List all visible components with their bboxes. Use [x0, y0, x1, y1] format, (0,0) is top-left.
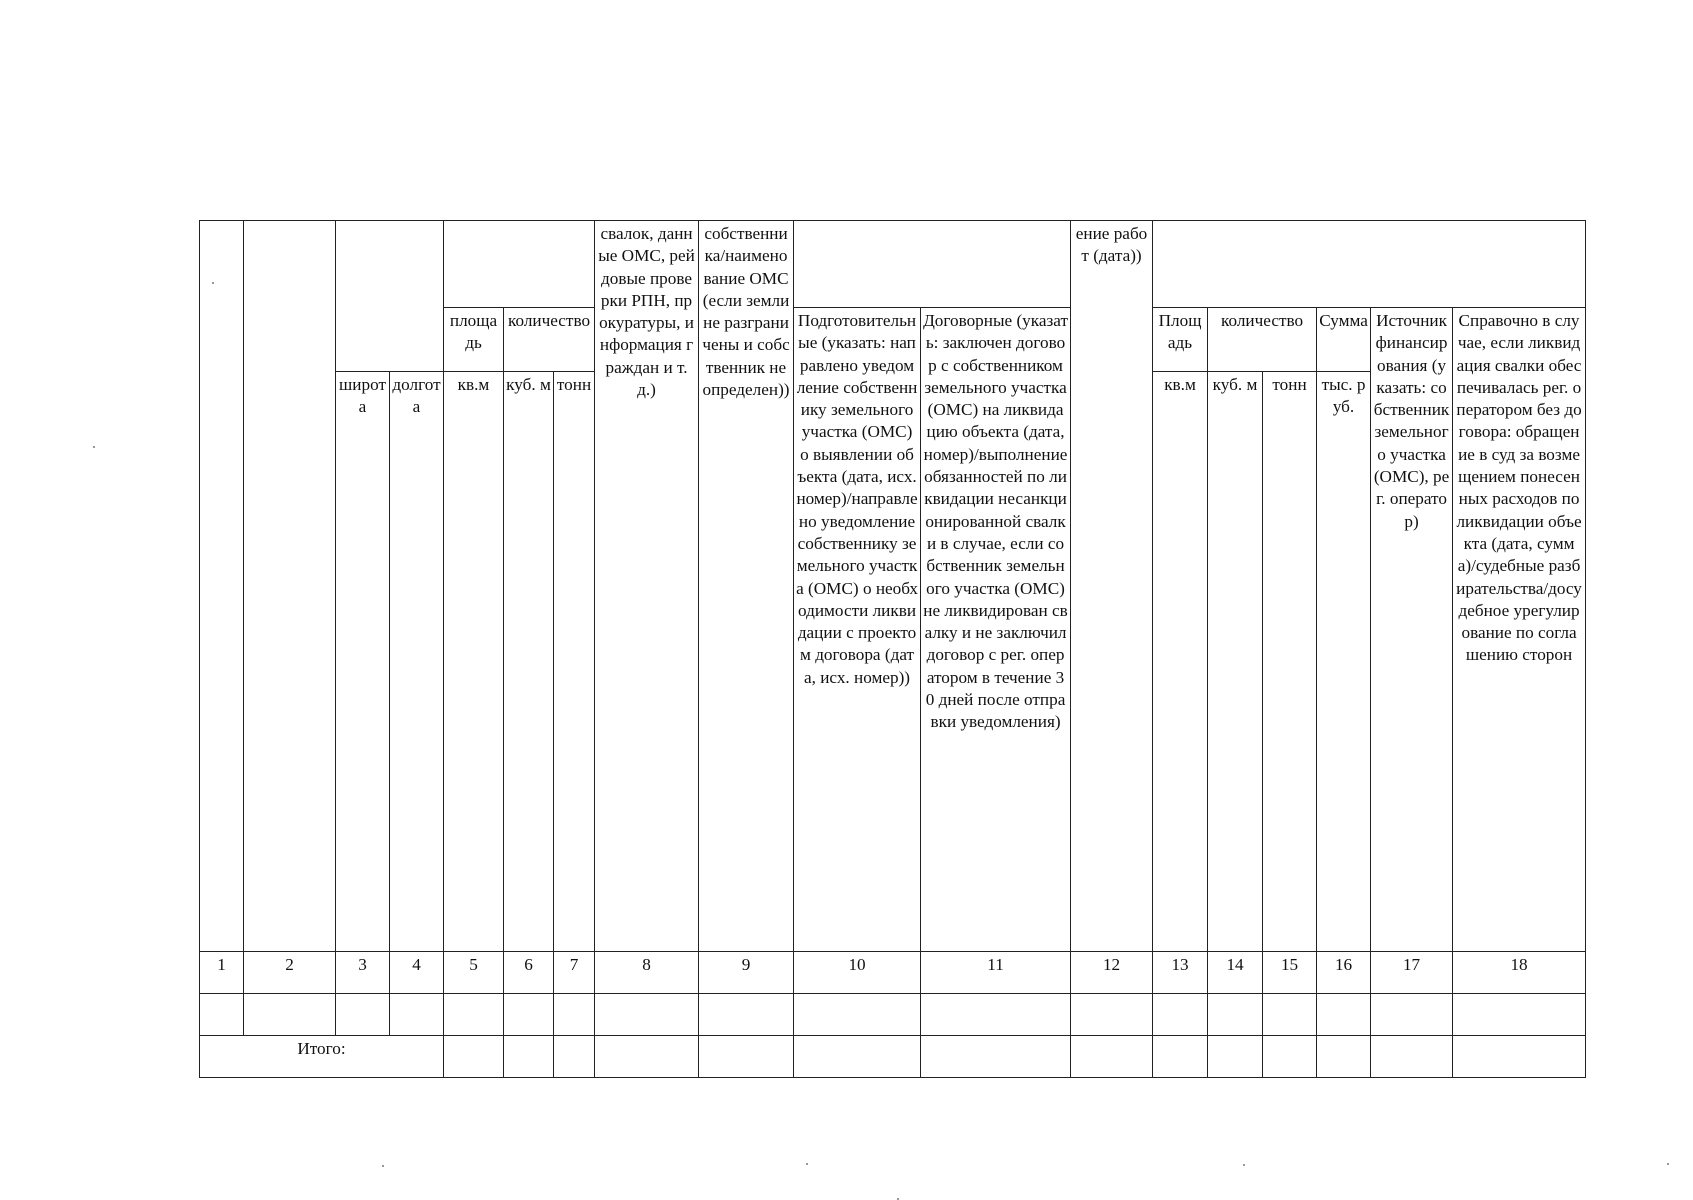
column-number: 12	[1071, 952, 1153, 994]
column-number: 18	[1453, 952, 1586, 994]
table-row	[200, 994, 1586, 1036]
table-cell	[200, 994, 244, 1036]
table-cell	[1153, 1036, 1208, 1078]
table-cell	[699, 1036, 794, 1078]
table-cell	[794, 1036, 921, 1078]
table-cell	[595, 1036, 699, 1078]
report-table	[199, 220, 1586, 1078]
table-cell-size-header	[444, 221, 595, 308]
table-cell	[1317, 994, 1371, 1036]
header-tons: тонн	[554, 372, 595, 952]
header-col12-date: ение работ (дата))	[1071, 221, 1153, 952]
header-sqm: кв.м	[444, 372, 504, 952]
header-quantity-2: количество	[1208, 308, 1317, 372]
column-number: 6	[504, 952, 554, 994]
column-number: 17	[1371, 952, 1453, 994]
column-number: 8	[595, 952, 699, 994]
table-cell	[1371, 994, 1453, 1036]
header-col9-owner: собственника/наименование ОМС (если земли не разграничены и собственник не определен))	[699, 221, 794, 952]
table-cell	[921, 994, 1071, 1036]
table-cell	[504, 994, 554, 1036]
column-number: 10	[794, 952, 921, 994]
table-cell	[1208, 994, 1263, 1036]
table-cell-results-header	[1153, 221, 1586, 308]
table-cell	[1453, 994, 1586, 1036]
column-number-row	[200, 952, 1586, 994]
header-cubic-m-2: куб. м	[1208, 372, 1263, 952]
table-cell	[336, 994, 390, 1036]
table-cell	[1317, 1036, 1371, 1078]
table-cell	[1071, 1036, 1153, 1078]
header-sqm-2: кв.м	[1153, 372, 1208, 952]
column-number: 15	[1263, 952, 1317, 994]
column-number: 4	[390, 952, 444, 994]
table-cell	[1453, 1036, 1586, 1078]
header-tons-2: тонн	[1263, 372, 1317, 952]
table-cell-coordinates-header	[336, 221, 444, 372]
column-number: 7	[554, 952, 595, 994]
table-cell-measures-header	[794, 221, 1071, 308]
table-cell-col1-header	[200, 221, 244, 952]
scan-speck	[806, 1163, 808, 1165]
header-col18-reference: Справочно в случае, если ликвидация свалки обеспечивалась рег. оператором без договора: обращение в суд за возмещением понесенных расходов по ликвидации объекта (дата, сумма)/судебные разбирательства/досудебное урегулирование по соглашению сторон	[1453, 308, 1586, 952]
table-cell	[1071, 994, 1153, 1036]
column-number: 11	[921, 952, 1071, 994]
table-cell	[595, 994, 699, 1036]
scan-speck	[1243, 1164, 1245, 1166]
table-cell	[244, 994, 336, 1036]
table-cell	[794, 994, 921, 1036]
table-cell	[921, 1036, 1071, 1078]
column-number: 3	[336, 952, 390, 994]
header-area-2: Площадь	[1153, 308, 1208, 372]
header-quantity: количество	[504, 308, 595, 372]
column-number: 5	[444, 952, 504, 994]
table-cell-col2-header	[244, 221, 336, 952]
table-cell	[1153, 994, 1208, 1036]
header-thousand-rub: тыс. руб.	[1317, 372, 1371, 952]
header-sum: Сумма	[1317, 308, 1371, 372]
table-cell	[1208, 1036, 1263, 1078]
table-cell	[390, 994, 444, 1036]
column-number: 2	[244, 952, 336, 994]
header-latitude: широта	[336, 372, 390, 952]
header-col17-source: Источник финансирования (указать: собственник земельного участка (ОМС), рег. оператор)	[1371, 308, 1453, 952]
header-col10-preparatory: Подготовительные (указать: направлено уведомление собственнику земельного участка (ОМС) о выявлении объекта (дата, исх. номер)/направлено уведомление собственнику земельного участка (ОМС) о необходимости ликвидации с проектом договора (дата, исх. номер))	[794, 308, 921, 952]
header-col8-source: свалок, данные ОМС, рейдовые проверки РПН, прокуратуры, информация граждан и т.д.)	[595, 221, 699, 952]
table-cell	[554, 994, 595, 1036]
header-longitude: долгота	[390, 372, 444, 952]
total-label: Итого:	[200, 1036, 444, 1078]
table-cell	[504, 1036, 554, 1078]
header-cubic-m: куб. м	[504, 372, 554, 952]
scan-speck	[1667, 1163, 1669, 1165]
scan-speck	[93, 446, 95, 448]
table-cell	[444, 994, 504, 1036]
table-cell	[699, 994, 794, 1036]
header-col11-contractual: Договорные (указать: заключен договор с собственником земельного участка (ОМС) на ликвидацию объекта (дата, номер)/выполнение обязанностей по ликвидации несанкционированной свалки в случае, если собственник земельного участка (ОМС) не ликвидирован свалку и не заключил договор с рег. оператором в течение 30 дней после отправки уведомления)	[921, 308, 1071, 952]
header-area: площадь	[444, 308, 504, 372]
table-cell	[444, 1036, 504, 1078]
table-cell	[1263, 994, 1317, 1036]
column-number: 16	[1317, 952, 1371, 994]
table-cell	[1263, 1036, 1317, 1078]
scan-speck	[382, 1165, 384, 1167]
column-number: 14	[1208, 952, 1263, 994]
total-row	[200, 1036, 1586, 1078]
table-cell	[1371, 1036, 1453, 1078]
column-number: 1	[200, 952, 244, 994]
column-number: 9	[699, 952, 794, 994]
table-cell	[554, 1036, 595, 1078]
column-number: 13	[1153, 952, 1208, 994]
